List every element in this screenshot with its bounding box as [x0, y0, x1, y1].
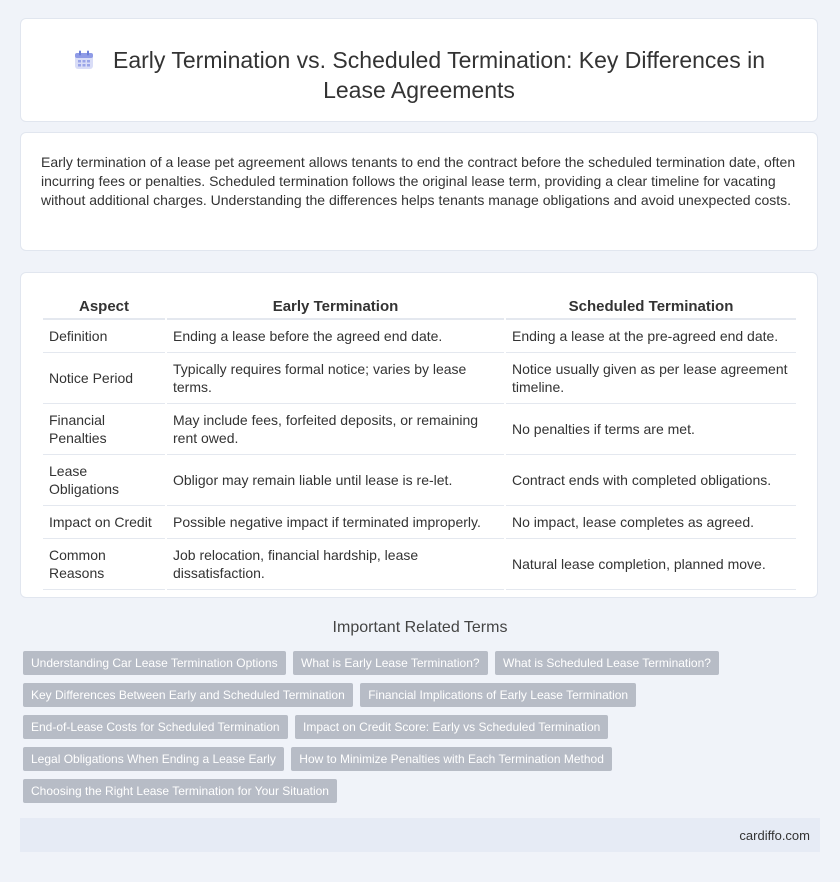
calendar-icon	[73, 49, 95, 71]
related-term-tag[interactable]: What is Scheduled Lease Termination?	[495, 651, 719, 675]
related-term-tag[interactable]: Financial Implications of Early Lease Termination	[360, 683, 636, 707]
header-early-termination: Early Termination	[167, 291, 504, 320]
title-card	[20, 18, 818, 122]
related-term-tag[interactable]: What is Early Lease Termination?	[293, 651, 488, 675]
comparison-table	[41, 291, 798, 590]
related-term-tag[interactable]: Key Differences Between Early and Scheduled Termination	[23, 683, 353, 707]
related-term-tag[interactable]: Choosing the Right Lease Termination for Your Situation	[23, 779, 337, 803]
related-terms-title: Important Related Terms	[332, 619, 508, 636]
footer-site-link[interactable]: cardiffo.com	[739, 828, 810, 843]
table-row	[43, 404, 796, 455]
aspect-cell: Financial Penalties	[43, 404, 165, 455]
header-aspect: Aspect	[43, 291, 165, 320]
page-title: Early Termination vs. Scheduled Termination: Key Differences in Lease Agreements	[113, 47, 765, 103]
scheduled-cell: Natural lease completion, planned move.	[506, 539, 796, 590]
aspect-cell: Notice Period	[43, 353, 165, 404]
scheduled-cell: No impact, lease completes as agreed.	[506, 506, 796, 539]
scheduled-cell: Ending a lease at the pre-agreed end date.	[506, 320, 796, 353]
table-row	[43, 320, 796, 353]
table-row	[43, 353, 796, 404]
related-term-tag[interactable]: Impact on Credit Score: Early vs Scheduled Termination	[295, 715, 608, 739]
footer	[20, 818, 820, 852]
aspect-cell: Definition	[43, 320, 165, 353]
related-term-tag[interactable]: How to Minimize Penalties with Each Termination Method	[291, 747, 612, 771]
intro-text: Early termination of a lease pet agreement allows tenants to end the contract before the scheduled termination date, often incurring fees or penalties. Scheduled termination follows the original lease term, providing a clear timeline for vacating without additional charges. Understanding the differences helps tenants manage obligations and avoid unexpected costs.	[41, 154, 796, 208]
scheduled-cell: Notice usually given as per lease agreement timeline.	[506, 353, 796, 404]
early-cell: Obligor may remain liable until lease is re-let.	[167, 455, 504, 506]
page-title-row	[21, 45, 817, 105]
aspect-cell: Lease Obligations	[43, 455, 165, 506]
aspect-cell: Impact on Credit	[43, 506, 165, 539]
table-row	[43, 506, 796, 539]
scheduled-cell: No penalties if terms are met.	[506, 404, 796, 455]
scheduled-cell: Contract ends with completed obligations.	[506, 455, 796, 506]
comparison-card	[20, 272, 818, 598]
early-cell: Possible negative impact if terminated improperly.	[167, 506, 504, 539]
early-cell: Ending a lease before the agreed end date.	[167, 320, 504, 353]
early-cell: Typically requires formal notice; varies by lease terms.	[167, 353, 504, 404]
related-terms-list	[23, 651, 723, 811]
related-term-tag[interactable]: Legal Obligations When Ending a Lease Early	[23, 747, 284, 771]
early-cell: May include fees, forfeited deposits, or remaining rent owed.	[167, 404, 504, 455]
related-term-tag[interactable]: Understanding Car Lease Termination Options	[23, 651, 286, 675]
related-term-tag[interactable]: End-of-Lease Costs for Scheduled Termination	[23, 715, 288, 739]
table-row	[43, 455, 796, 506]
early-cell: Job relocation, financial hardship, lease dissatisfaction.	[167, 539, 504, 590]
table-row	[43, 539, 796, 590]
intro-card	[20, 132, 818, 251]
header-scheduled-termination: Scheduled Termination	[506, 291, 796, 320]
aspect-cell: Common Reasons	[43, 539, 165, 590]
table-header-row	[43, 291, 796, 320]
